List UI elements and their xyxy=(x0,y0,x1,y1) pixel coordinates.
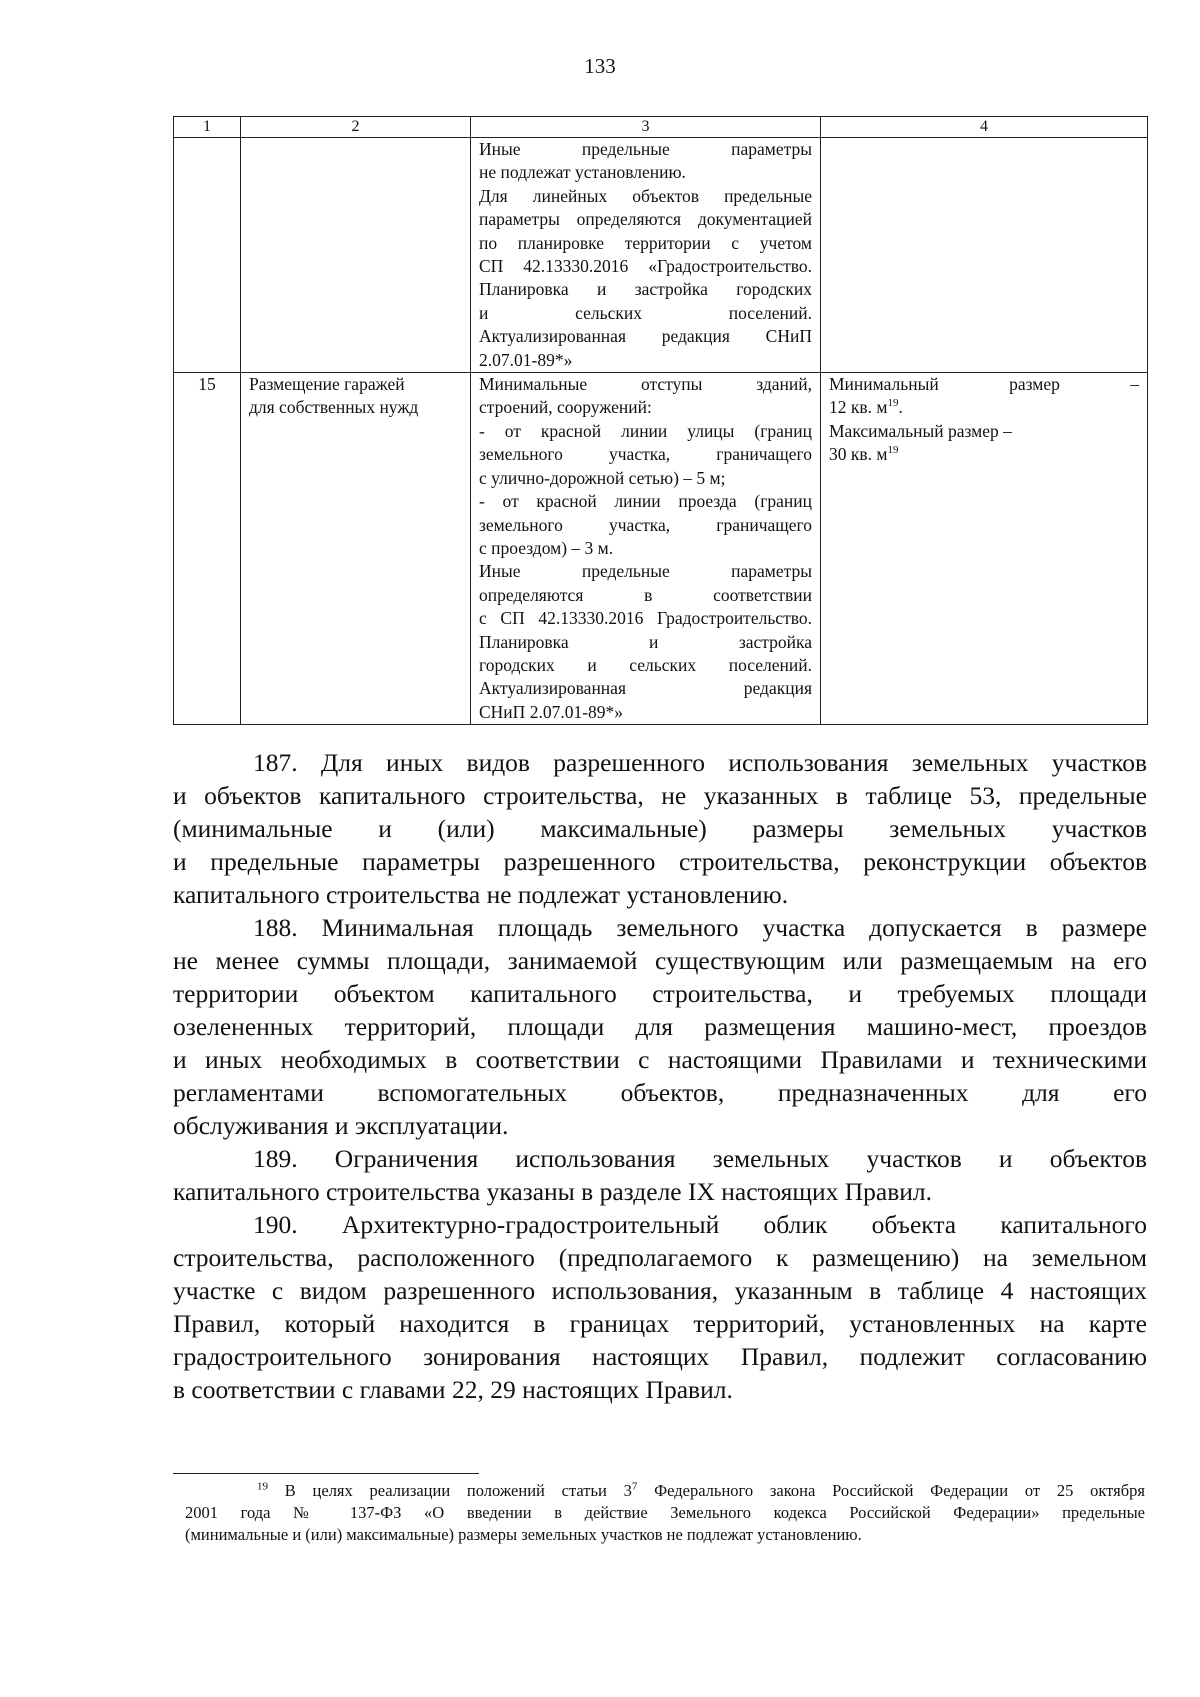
text-line: не подлежат установлению. xyxy=(479,162,686,183)
paragraph-188 xyxy=(173,911,1147,1142)
text-line: СП 42.13330.2016 «Градостроительство. xyxy=(479,256,812,277)
footnote-text-a: В целях реализации положений статьи 3 xyxy=(284,1481,632,1500)
footnote-marker: 19 xyxy=(257,1480,268,1493)
text-line: территории объектом капитального строительства, и требуемых площади xyxy=(173,979,1147,1008)
text-line: не менее суммы площади, занимаемой существующим или размещаемым на его xyxy=(173,946,1147,975)
text-line: в соответствии с главами 22, 29 настоящих Правил. xyxy=(173,1375,733,1404)
footnote xyxy=(185,1480,1145,1546)
text-line: СНиП 2.07.01-89*» xyxy=(479,701,624,722)
text-line: градостроительного зонирования настоящих Правил, подлежит согласованию xyxy=(173,1342,1147,1371)
text-line: Правил, который находится в границах территорий, установленных на карте xyxy=(173,1309,1147,1338)
text-line: с СП 42.13330.2016 Градостроительство. xyxy=(479,608,812,629)
text-line: городских и сельских поселений. xyxy=(479,654,812,675)
table-header-row xyxy=(174,117,1148,138)
cell-row-number: 15 xyxy=(174,373,241,725)
text-line: Актуализированная редакция СНиП xyxy=(479,326,812,347)
text-line: 2.07.01-89*» xyxy=(479,349,573,370)
footnote-ref: 19 xyxy=(887,444,899,457)
text-line: и объектов капитального строительства, не указанных в таблице 53, предельные xyxy=(173,781,1147,810)
header-col-1: 1 xyxy=(174,117,241,138)
text-line: и иных необходимых в соответствии с настоящими Правилами и техническими xyxy=(173,1045,1147,1074)
text-line: 188. Минимальная площадь земельного участка допускается в размере xyxy=(253,913,1147,942)
header-col-3: 3 xyxy=(471,117,821,138)
text-line: капитального строительства не подлежат установлению. xyxy=(173,880,789,909)
cell-size-empty xyxy=(821,138,1148,373)
max-size-value: 30 кв. м xyxy=(829,444,888,465)
text-line: Иные предельные параметры xyxy=(479,139,812,159)
cell-use-type xyxy=(241,373,471,725)
paragraph-190 xyxy=(173,1208,1147,1406)
min-size-value: 12 кв. м xyxy=(829,397,888,418)
text-line xyxy=(829,396,1139,419)
text-line: 2001 года № 137-ФЗ «О введении в действие Земельного кодекса Российской Федерации» предельные xyxy=(185,1503,1145,1522)
text-line: и предельные параметры разрешенного строительства, реконструкции объектов xyxy=(173,847,1147,876)
text-line: (минимальные и (или) максимальные) размеры земельных участков не подлежат установлению. xyxy=(185,1525,862,1544)
text-line: Актуализированная редакция xyxy=(479,678,812,699)
text-line: 187. Для иных видов разрешенного использования земельных участков xyxy=(253,748,1147,777)
text-line: 189. Ограничения использования земельных участков и объектов xyxy=(253,1144,1147,1173)
body-text xyxy=(173,746,1147,1406)
text-line: для собственных нужд xyxy=(249,397,419,418)
cell-parameters xyxy=(471,373,821,725)
footnote-ref: 19 xyxy=(887,397,899,410)
text-line: Минимальные отступы зданий, xyxy=(479,374,812,395)
table-row-continued xyxy=(174,138,1148,373)
text-line: строительства, расположенного (предполагаемого к размещению) на земельном xyxy=(173,1243,1147,1272)
footnote-separator xyxy=(173,1473,479,1474)
text-line: 190. Архитектурно-градостроительный облик объекта капитального xyxy=(253,1210,1147,1239)
text-line: обслуживания и эксплуатации. xyxy=(173,1111,509,1140)
text-line: Минимальный размер – xyxy=(829,374,1139,395)
cell-parameters-continued xyxy=(471,138,821,373)
text-line: Размещение гаражей xyxy=(249,374,405,395)
header-col-2: 2 xyxy=(241,117,471,138)
text-line: Планировка и застройка городских xyxy=(479,279,812,300)
text-line: определяются в соответствии xyxy=(479,584,812,605)
text-line: земельного участка, граничащего xyxy=(479,514,812,535)
text-line: - от красной линии улицы (границ xyxy=(479,420,812,441)
regulations-table xyxy=(173,116,1148,725)
text-line: (минимальные и (или) максимальные) размеры земельных участков xyxy=(173,814,1147,843)
paragraph-189 xyxy=(173,1142,1147,1208)
cell-num-empty xyxy=(174,138,241,373)
table-row-15 xyxy=(174,373,1148,725)
footnote-text-b: Федерального закона Российской Федерации от 25 октября xyxy=(637,1481,1145,1500)
text-line xyxy=(829,443,1139,466)
text-line: параметры определяются документацией xyxy=(479,209,812,230)
text-line xyxy=(185,1480,1145,1502)
text-line: Для линейных объектов предельные xyxy=(479,185,812,206)
text-line: капитального строительства указаны в разделе IX настоящих Правил. xyxy=(173,1177,933,1206)
text-line: с улично-дорожной сетью) – 5 м; xyxy=(479,467,726,488)
text-line: озелененных территорий, площади для размещения машино-мест, проездов xyxy=(173,1012,1147,1041)
text-line: по планировке территории с учетом xyxy=(479,232,812,253)
header-col-4: 4 xyxy=(821,117,1148,138)
cell-use-empty xyxy=(241,138,471,373)
text-line: Планировка и застройка xyxy=(479,631,812,652)
text-line: строений, сооружений: xyxy=(479,397,652,418)
text-line: и сельских поселений. xyxy=(479,302,812,323)
text-line: Максимальный размер – xyxy=(829,420,1012,441)
paragraph-187 xyxy=(173,746,1147,911)
page-number: 133 xyxy=(584,54,616,78)
text-line: Иные предельные параметры xyxy=(479,561,812,582)
text-line: - от красной линии проезда (границ xyxy=(479,491,812,512)
text-line: с проездом) – 3 м. xyxy=(479,537,614,558)
article-superscript: 7 xyxy=(631,1480,638,1493)
text-line: земельного участка, граничащего xyxy=(479,444,812,465)
text-line: регламентами вспомогательных объектов, предназначенных для его xyxy=(173,1078,1147,1107)
text-line: участке с видом разрешенного использования, указанным в таблице 4 настоящих xyxy=(173,1276,1147,1305)
punctuation: . xyxy=(898,397,903,418)
cell-size-limits xyxy=(821,373,1148,725)
